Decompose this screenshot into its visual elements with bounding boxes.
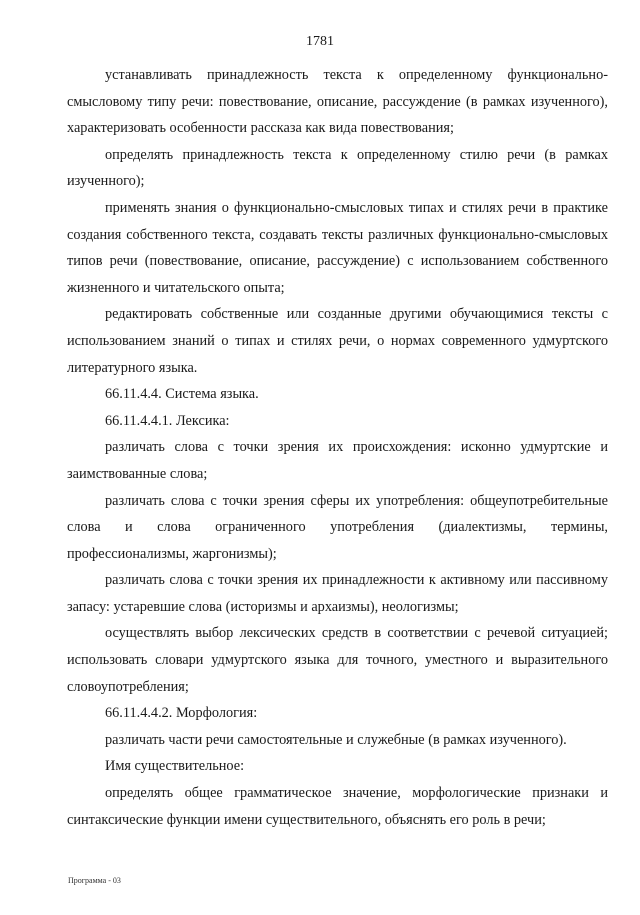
section-heading: 66.11.4.4. Система языка.: [105, 386, 259, 403]
subheading: Имя существительное:: [105, 758, 245, 775]
paragraph: определять общее грамматическое значение, морфологические признаки и синтаксические функции имени существительного, объяснять его роль в речи;: [67, 785, 608, 828]
paragraph: определять принадлежность текста к определенному стилю речи (в рамках изученного);: [67, 146, 608, 190]
page-number: 1781: [306, 34, 334, 49]
paragraph: редактировать собственные или созданные другими обучающимися тексты с использованием знаний о типах и стилях речи, о нормах современного удмуртского литературного языка.: [67, 306, 608, 376]
paragraph: различать слова с точки зрения их принадлежности к активному или пассивному запасу: устаревшие слова (историзмы и архаизмы), неологизмы;: [67, 572, 608, 615]
paragraph: осуществлять выбор лексических средств в соответствии с речевой ситуацией; использовать словари удмуртского языка для точного, уместного и выразительного словоупотребления;: [67, 625, 608, 695]
subsection-heading: 66.11.4.4.1. Лексика:: [105, 412, 230, 429]
subsection-heading: 66.11.4.4.2. Морфология:: [105, 705, 258, 722]
paragraph: различать слова с точки зрения сферы их употребления: общеупотребительные слова и слова ограниченного употребления (диалектизмы, термины, профессионализмы, жаргонизмы);: [67, 492, 608, 562]
paragraph: применять знания о функционально-смысловых типах и стилях речи в практике создания собственного текста, создавать тексты различных функционально-смысловых типов речи (повествование, описание, рассуждение) с использованием собственного жизненного и читательского опыта;: [67, 199, 608, 296]
paragraph: различать части речи самостоятельные и служебные (в рамках изученного).: [105, 731, 567, 748]
paragraph: устанавливать принадлежность текста к определенному функционально-смысловому типу речи: повествование, описание, рассуждение (в рамках изученного), характеризовать особенности рассказа как вида повествования;: [67, 67, 608, 137]
footer-label: Программа - 03: [68, 876, 121, 885]
document-body: [67, 62, 608, 833]
paragraph: различать слова с точки зрения их происхождения: исконно удмуртские и заимствованные слова;: [67, 439, 608, 482]
